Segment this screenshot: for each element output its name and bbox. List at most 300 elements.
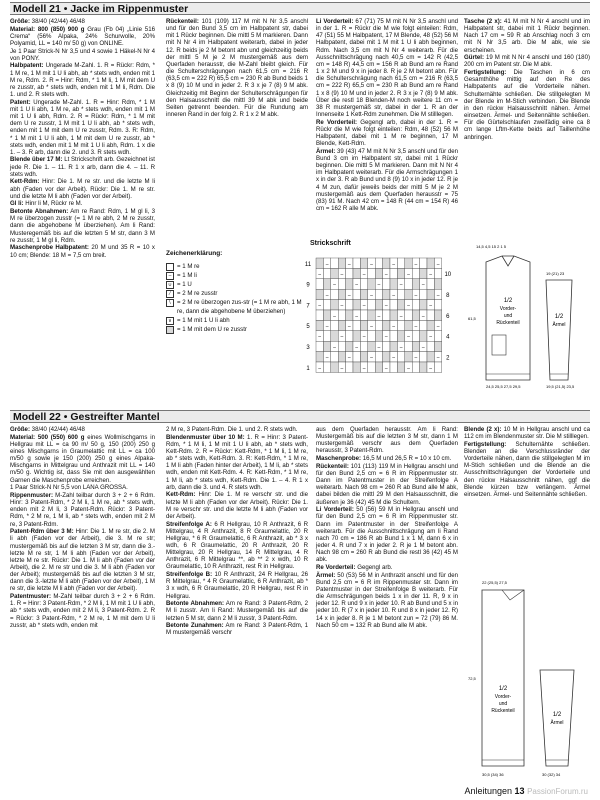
paragraph: Betonte Abnahmen: Am re Rand: 3 Patent-Rdm, 2 M li zusstr. Am li Rand: Mustergemäß bis auf die letzten 5 M str, dann 2 M li zusstr, 3 Patent-Rdm. [166, 600, 308, 622]
paragraph: Betonte Abnahmen: Am re Rand: Rdm, 1 M gl li, 3 M re überzogen zusstr (= 1 M re abh, 2 M re zusstr, dann die abgehobene M überziehen). Am li Rand: Musteregemäß bis auf die letzten 5 M str, dann 3 M re zusstr, 1 M gl li, Rdm. [10, 208, 156, 244]
chart-cell-symbol: – [407, 302, 410, 309]
chart-cell [353, 362, 360, 372]
paragraph-lead: Fertigstellung: [464, 69, 507, 77]
legend-symbol-icon: ∪ [166, 281, 174, 289]
chart-cell-symbol: – [333, 282, 336, 289]
paragraph: Patent: Ungerade M-Zahl. 1. R = Hinr: Rdm, * 1 M mit 1 U li abh, 1 M re, ab * stets wdh, enden mit 1 M mit 1 U li abh, Rdm. 2. R = Rückr: Rdm, * 1 M mit dem U re zusstr, 1 M mit 1 U li abh, ab * stets wdh, enden mit 1 M mit dem U re zusstr, Rdm. 3. R: Rdm, * 1 M mit 1 U li abh, 1 M mit dem U re zusstr, ab * stets wdh, enden mit 1 M mit 1 U li abh, Rdm. 1 x die 1. – 3. R arb, dann die 2. und 3. R stets wdh. [10, 98, 155, 156]
paragraph-lead: Patent: [10, 98, 31, 106]
chart-cell [360, 352, 367, 362]
svg-text:und: und [498, 701, 508, 707]
chart-cell [353, 331, 360, 341]
chart-cell [405, 258, 412, 268]
chart-row-label: 11 [304, 261, 312, 268]
chart-cell [412, 300, 419, 310]
chart-cell [360, 310, 367, 320]
chart-cell [427, 289, 434, 299]
model22-column-1 [10, 426, 155, 629]
chart-cell-symbol: – [421, 313, 425, 320]
paragraph: Re Vorderteil: Gegengl arb. [316, 563, 393, 571]
chart-cell-symbol: – [407, 365, 410, 372]
chart-cell [375, 331, 382, 341]
chart-cell [316, 341, 323, 351]
chart-cell [383, 310, 390, 320]
paragraph-lead: Halbpatent: [10, 62, 44, 70]
svg-text:Rückenteil: Rückenteil [491, 708, 515, 714]
paragraph-lead: Streifenfolge A: [166, 520, 212, 528]
chart-cell [353, 258, 360, 268]
svg-text:24,5 25,5 27,5 29,5: 24,5 25,5 27,5 29,5 [486, 384, 521, 389]
svg-text:und: und [503, 313, 513, 319]
svg-text:22 (25,5) 27,5: 22 (25,5) 27,5 [482, 580, 507, 585]
chart-row-label: 8 [446, 293, 450, 299]
paragraph: Blendenmuster über 10 M: 1. R = Hinr: 3 Patent-Rdm, * 1 M li, 1 M mit 1 U li abh, ab * stets wdh, Kett-Rdm. 2. R = Rückr: Kett-Rdm, * 1 M li, 1 M re, ab * stets wdh, Kett-Rdm. 3. R: Kett-Rdm, * 1 M re, 1 M li abh (Faden hinter der Arbeit), 1 M li, ab * stets wdh, enden mit Kett-Rdm. 4. R: Kett-Rdm, * 1 M re, 1 M li, ab * stets wdh, Kett-Rdm. Die 1. – 4. R 1 x arb, dann die 3. und 4. R stets wdh. [166, 433, 308, 491]
chart-cell [375, 300, 382, 310]
paragraph: Re Vorderteil: Gegengl arb, dabei in der 1. R = Rückr die M wie folgt einteilen: Rdm, 48 (52) 56 M Halbpatent, dabei mit 1 M re beginnen, 17 M Blende, Kett-Rdm. [316, 118, 458, 148]
paragraph: Streifenfolge A: 6 R Hellgrau, 10 R Anthrazit, 6 R Mittelgrau, 4 R Anthrazit, 8 R Graumelattic, 20 R Hellgrau, * 6 R Graumelattic, 6 R Anthrazit, ab * 3 x wdh, 6 R Graumelattic, 20 R Anthrazit, 20 R Mittelgrau, 20 R Hellgrau, 14 R Mittelgrau, 4 R Anthrazit, 6 R Mittelgrau **, ab ** 2 x wdh, 10 R Graumelattic, 10 R Anthrazit, rest R in Hellgrau. [166, 520, 309, 571]
paragraph: Je 1 Paar Strick-N Nr 3,5 und 4 sowie 1 Häkel-N Nr 4 von PONY. [10, 47, 155, 62]
chart-cell-symbol: – [421, 344, 425, 351]
paragraph: Kett-Rdm: Hinr: Die 1. M re str. und die letzte M li abh (Faden vor der Arbeit). Rückr: Die 1. M re str. und die letzte M li abh (Faden vor der Arbeit). [10, 178, 155, 200]
svg-text:19 (21) 23: 19 (21) 23 [546, 271, 565, 276]
paragraph-lead: Gl li: [10, 200, 24, 208]
chart-cell [383, 289, 390, 299]
svg-text:72,5: 72,5 [468, 676, 476, 681]
paragraph-lead: Patent-Rdm über 3 M: [10, 528, 74, 536]
svg-text:61,5: 61,5 [468, 316, 476, 321]
chart-cell [360, 320, 367, 330]
paragraph-lead: Ärmel: [316, 147, 336, 155]
chart-cell [412, 279, 419, 289]
chart-cell [323, 341, 330, 351]
chart-cell-symbol: – [318, 334, 322, 341]
legend-text: = 1 M mit dem U re zusstr [177, 326, 247, 333]
paragraph: Kett-Rdm: Hinr: Die 1. M re verschr str. und die letzte M li abh (Faden vor der Arbeit). Rückr: Die 1. M re verschr str. und die letzte M li abh (Faden vor der Arbeit). [166, 491, 308, 520]
chart-cell [316, 310, 323, 320]
chart-cell-symbol: – [340, 271, 344, 278]
chart-row-label: 6 [446, 313, 450, 320]
paragraph-lead: Patentmuster: [10, 593, 51, 601]
paragraph: Halbpatent: Ungerade M-Zahl. 1. R = Rückr: Rdm, * 1 M re, 1 M mit 1 U li abh, ab * stets wdh, enden mit 1 M re, Rdm. 2. R = Hinr: Rdm, * 1 M li, 1 M mit dem U re zusstr, ab * stets wdh, enden mit 1 M li, Rdm. Die 1. und 2. R stets wdh. [10, 62, 155, 99]
legend-symbol-icon [166, 263, 174, 271]
chart-cell [375, 268, 382, 278]
chart-cell-symbol: – [377, 344, 381, 351]
chart-cell-symbol: – [370, 354, 373, 361]
chart-cell [331, 352, 338, 362]
chart-cell [368, 310, 375, 320]
chart-cell [420, 258, 427, 268]
chart-cell [434, 310, 441, 320]
chart-cell [375, 258, 382, 268]
chart-cell-symbol: – [399, 313, 403, 320]
chart-cell [434, 362, 441, 372]
chart-cell-symbol: – [347, 292, 351, 299]
paragraph-lead: Maschenprobe: [316, 455, 362, 463]
chart-row-label: 3 [306, 345, 310, 351]
chart-cell [390, 341, 397, 351]
model22-header: Modell 22 • Gestreifter Mantel [10, 410, 590, 423]
chart-cell [353, 289, 360, 299]
chart-cell [323, 268, 330, 278]
chart-cell [383, 341, 390, 351]
chart-cell-symbol: – [318, 302, 322, 309]
chart-row-label: 9 [306, 282, 310, 289]
paragraph-lead: Re Vorderteil: [316, 118, 358, 126]
paragraph-lead: Rückenteil: [316, 462, 349, 470]
chart-cell-symbol: – [318, 271, 322, 278]
chart-cell-symbol: – [377, 282, 381, 289]
chart-cell-symbol: – [362, 365, 366, 372]
legend-item [166, 280, 306, 289]
knitting-chart-title: Strickschrift [310, 240, 351, 247]
chart-cell [420, 331, 427, 341]
svg-text:Vorder-: Vorder- [494, 694, 512, 700]
svg-text:30 (32) 34: 30 (32) 34 [542, 772, 561, 777]
vt-label: 1/2 [503, 298, 513, 304]
paragraph: Ärmel: 50 (53) 56 M in Anthrazit anschl und für den Bund 2,5 cm = 6 R im Rippenmuster str. Dann im Patentmuster in der Streifenfolge B weiterarb. Für die Armschrägungen beids 1 x in der 11. R, 9 x in jeder 12. R und 9 x in jeder 10. R ab Bund und 5 x in jeder 10. R (7 x in jeder 10. R und 8 x in jeder 12. R) 14 x in jeder 8. R je 1 M betont zun = 72 (79) 86 M. Nach 50 cm = 132 R ab Bund alle M abk. [316, 571, 458, 629]
chart-cell-symbol: – [370, 323, 373, 330]
chart-cell [353, 320, 360, 330]
svg-text:1/2: 1/2 [554, 314, 564, 320]
chart-cell [375, 289, 382, 299]
chart-cell-symbol: – [436, 261, 440, 268]
chart-cell-symbol: – [436, 354, 440, 361]
paragraph-lead: Li Vorderteil: [316, 506, 354, 514]
chart-cell-symbol: – [355, 313, 359, 320]
chart-cell-symbol: – [318, 365, 322, 372]
model21-schematic [462, 240, 590, 390]
paragraph: Rippenmuster: M-Zahl teilbar durch 3 + 2 + 6 Rdm. Hinr: 3 Patent-Rdm, * 2 M li, 1 M re, ab * stets wdh, enden mit 2 M li, 3 Patent-Rdm. Rückr: 3 Patent-Rdm, * 2 M re, 1 M li, ab * stets wdh, enden mit 2 M re, 3 Patent-Rdm. [10, 491, 155, 528]
symbol-legend [166, 262, 306, 334]
chart-cell [338, 279, 345, 289]
paragraph-lead: Kett-Rdm: [10, 178, 40, 186]
chart-cell [360, 279, 367, 289]
chart-cell [427, 352, 434, 362]
chart-cell [383, 320, 390, 330]
chart-cell [405, 279, 412, 289]
chart-cell [353, 352, 360, 362]
chart-cell-symbol: – [347, 354, 351, 361]
chart-cell [434, 341, 441, 351]
chart-cell-symbol: – [325, 354, 329, 361]
legend-text: = 1 U [177, 281, 192, 288]
paragraph-lead: Größe: [10, 18, 30, 25]
legend-item [166, 298, 306, 316]
page-number: 13 [514, 786, 525, 796]
chart-cell [346, 310, 353, 320]
chart-cell [360, 289, 367, 299]
chart-row-label: 5 [306, 324, 310, 331]
chart-cell [331, 320, 338, 330]
chart-cell-symbol: – [384, 365, 388, 372]
paragraph: Patentmuster: M-Zahl teilbar durch 3 + 2 + 6 Rdm. 1. R = Hinr: 3 Patent-Rdm, * 2 M li, 1 M mit 1 U li abh, ab * stets wdh, enden mit 2 M li, 3 Patent-Rdm. 2. R = Rückr: 3 Patent-Rdm, * 2 M re, 1 M mit dem U li zusstr, ab * stets wdh, enden mit [10, 593, 155, 629]
chart-cell-symbol: – [325, 292, 329, 299]
model22-schematic [462, 570, 590, 780]
chart-cell [323, 331, 330, 341]
page-footer [464, 786, 588, 796]
chart-cell-symbol: – [384, 334, 388, 341]
chart-cell [434, 268, 441, 278]
paragraph-lead: Ärmel: [316, 571, 336, 579]
chart-cell [420, 352, 427, 362]
chart-cell-symbol: – [414, 292, 418, 299]
legend-text: = 1 M li [177, 272, 197, 279]
legend-text: = 1 M re [177, 263, 200, 270]
paragraph: Li Vorderteil: 50 (56) 59 M in Hellgrau anschl und für den Bund 2,5 cm = 6 R im Rippenmuster str. Dann im Patentmuster in der Streifenfolge A weiterarb. Für die Ausschnittschrägung am li Rand nach 70 cm = 186 R ab Bund 1 x 1 M, dann 6 x in jeder 4. R und 7 x in jeder 2. R je 1 M betont abn. Nach 98 cm = 260 R ab Bund die restl 36 (42) 45 M abk. [316, 506, 458, 564]
paragraph: Rückenteil: 101 (113) 119 M in Hellgrau anschl und für den Bund 2,5 cm = 6 R im Rippenmuster str. Dann im Patentmuster in der Streifenfolge A weiterarb. Nach 98 cm = 260 R ab Bund alle M abk, dabei bilden die mittl 29 M den Halsausschnitt, die äußeren je 36 (42) 45 M die Schultern. [316, 462, 458, 506]
chart-cell [375, 320, 382, 330]
chart-cell [397, 268, 404, 278]
svg-text:Ärmel: Ärmel [550, 720, 564, 726]
svg-text:1/2: 1/2 [498, 686, 508, 692]
paragraph: Betonte Zunahmen: Am re Rand: 3 Patent-Rdm, 1 M mustergemäß verschr [166, 622, 308, 637]
chart-cell [338, 320, 345, 330]
paragraph: Ärmel: 39 (43) 47 M mit N Nr 3,5 anschl und für den Bund 3 cm im Halbpatent str, dabei mit 1 Rückr beginnen. Die mittl 5 M markieren. Dann mit N Nr 4 im Halbpatent weiterarb. Für die Armschrägungen 1 x in der 3. R ab Bund und 8 (9) 10 x in jeder 12. R je 4 M zun, dafür jeweils beids der mittl 5 M je 2 M mustergemäß aus dem Querfaden herausstr = 75 (83) 91 M. Nach 42 cm = 148 R (44 cm = 154 R) 46 cm = 162 R alle M abk. [316, 147, 458, 213]
paragraph-lead: Gürtel: [464, 54, 484, 62]
legend-symbol-icon: ∨ [166, 317, 174, 325]
chart-cell-symbol: – [436, 292, 440, 299]
svg-text:Vorder-: Vorder- [499, 306, 517, 312]
chart-cell-symbol: – [340, 302, 344, 309]
paragraph: Größe: 38/40 (42/44) 46/48 [10, 426, 85, 433]
chart-cell [346, 268, 353, 278]
chart-cell [368, 300, 375, 310]
paragraph-lead: Fertigstellung: [464, 440, 507, 448]
paragraph-lead: Betonte Abnahmen: [166, 600, 225, 608]
chart-cell [331, 331, 338, 341]
chart-cell [316, 289, 323, 299]
chart-cell [405, 310, 412, 320]
chart-cell [368, 341, 375, 351]
paragraph-lead: Rückenteil: [166, 18, 199, 25]
chart-cell [390, 310, 397, 320]
chart-row-label: 2 [446, 355, 450, 362]
chart-cell [368, 268, 375, 278]
chart-cell [390, 268, 397, 278]
paragraph-lead: Blende (2 x): [464, 426, 502, 433]
chart-cell [397, 362, 404, 372]
chart-cell [368, 331, 375, 341]
chart-cell-symbol: – [347, 261, 351, 268]
chart-cell-symbol: – [347, 323, 351, 330]
chart-cell [397, 258, 404, 268]
chart-cell-symbol: – [384, 271, 388, 278]
paragraph: Maschenprobe: 16,5 M und 26,5 R = 10 x 10 cm. [316, 455, 452, 463]
chart-cell [390, 279, 397, 289]
chart-cell [323, 310, 330, 320]
chart-cell-symbol: – [421, 282, 425, 289]
legend-symbol-icon: \ [166, 299, 174, 307]
chart-cell-symbol: – [325, 261, 329, 268]
chart-cell [323, 279, 330, 289]
model21-column-1 [10, 18, 155, 259]
paragraph: 2 M re, 3 Patent-Rdm. Die 1. und 2. R stets wdh. [166, 426, 298, 433]
paragraph: Material: 800 (850) 900 g Grau (Fb 04) „Linie 516 Crema“ (56% Alpaka, 24% Schurwolle, 20% Polyamid, LL = 140 m/ 50 g) von ONLINE. [10, 25, 155, 47]
chart-cell [360, 258, 367, 268]
chart-cell [420, 268, 427, 278]
paragraph: Streifenfolge B: 10 R Anthrazit, 24 R Hellgrau, 26 R Mittelgrau, * 4 R Graumelattic, 6 R Anthrazit, ab * 3 x wdh, 6 R Graumelattic, 20 R Hellgrau, rest R in Hellgrau. [166, 571, 309, 600]
chart-cell [368, 279, 375, 289]
svg-text:30,5 (34) 36: 30,5 (34) 36 [482, 772, 504, 777]
paragraph: Material: 500 (550) 600 g eines Wollmischgarns in Hellgrau mit LL = ca 90 m/ 50 g, 150 (200) 250 g eines Mischgarns in Graumelattic mit LL = ca 100 m/50 g sowie je 150 (200) 250 g eines Alpaka-Mischgarns in Mittelgrau und Anthrazit mit LL = 140 m/50 g. Wichtig ist, dass Sie mit den ausgewählten Garnen die Maschenprobe erreichen. [10, 433, 155, 484]
legend-item [166, 289, 306, 298]
paragraph-lead: Größe: [10, 426, 30, 433]
chart-row-label: 10 [444, 272, 452, 279]
chart-cell [323, 300, 330, 310]
paragraph-lead: Betonte Abnahmen: [10, 208, 69, 216]
chart-cell [346, 362, 353, 372]
chart-cell-symbol: – [429, 302, 433, 309]
chart-cell [368, 362, 375, 372]
paragraph: Tasche (2 x): 41 M mit N Nr 4 anschl und im Halbpatent str, dabei mit 1 Rückr beginnen. Nach 17 cm = 59 R ab Anschlag noch 3 cm mit N Nr 3,5 arb. Die M abk, wie sie erscheinen. [464, 18, 590, 54]
chart-cell [434, 331, 441, 341]
chart-cell [323, 362, 330, 372]
chart-cell [353, 300, 360, 310]
chart-cell [420, 289, 427, 299]
legend-item [166, 262, 306, 271]
paragraph: Maschenprobe Halbpatent: 20 M und 35 R = 10 x 10 cm; Blende: 18 M = 7,5 cm breit. [10, 244, 155, 259]
chart-cell-symbol: – [355, 282, 359, 289]
chart-cell-symbol: – [407, 271, 410, 278]
chart-cell [383, 258, 390, 268]
legend-symbol-icon [166, 326, 174, 334]
chart-cell [397, 320, 404, 330]
chart-cell-symbol: – [340, 334, 344, 341]
model21-header: Modell 21 • Jacke im Rippenmuster [10, 2, 590, 15]
chart-cell [390, 300, 397, 310]
chart-cell [316, 352, 323, 362]
chart-row-label: 1 [306, 365, 310, 372]
chart-cell [390, 362, 397, 372]
chart-cell-symbol: – [377, 313, 381, 320]
chart-cell-symbol: – [370, 261, 373, 268]
paragraph: aus dem Querfaden herausstr. Am li Rand: Mustergemäß bis auf die letzten 3 M str, dann 1 M mustergemäß verschr aus dem Querfaden herausstr, 3 Patent-Rdm. [316, 426, 458, 455]
chart-cell-symbol: – [429, 334, 433, 341]
chart-cell-symbol: – [384, 302, 388, 309]
chart-cell-symbol: – [392, 292, 396, 299]
chart-cell [405, 320, 412, 330]
svg-text:14,5 4,5 15 2 1 5: 14,5 4,5 15 2 1 5 [476, 244, 507, 249]
chart-cell [434, 300, 441, 310]
chart-cell-symbol: – [407, 334, 410, 341]
paragraph: Blende über 17 M: Lt Strickschrift arb. Gezeichnet ist jede R. Die 1. – 11. R 1 x arb, dann die 4. – 11. R stets wdh. [10, 156, 155, 178]
chart-cell [331, 268, 338, 278]
paragraph: Rückenteil: 101 (109) 117 M mit N Nr 3,5 anschl und für den Bund 3,5 cm im Halbpatent str, dabei mit 1 Rückr beginnen. Die mittl 5 M markieren. Dann mit N Nr 4 im Halbpatent weiterarb, dabei in jeder 12. R beids je 2 M betont abn und gleichzeitig beids der mittl 5 M je 2 M mustergemäß aus dem Querfaden herausstr, die M-Zahl bleibt gleich. Für die Schulterschrägungen nach 61,5 cm = 216 R (63,5 cm = 222 R) 65,5 cm = 230 R ab Bund beids 1 x 8 (9) 10 M und in jeder 2. R 3 x je 7 (8) 9 M abk. Gleichzeitig mit Beginn der Schulterschrägungen für den Halsausschnitt die mittl 39 M abk und beide Seiten getrennt beenden. Für die Rundung am inneren Rand in der folg 2. R 1 x 2 M abk. [166, 18, 308, 119]
chart-cell [427, 279, 434, 289]
chart-cell-symbol: – [429, 271, 433, 278]
chart-cell [375, 362, 382, 372]
chart-cell [346, 300, 353, 310]
chart-cell-symbol: – [355, 344, 359, 351]
chart-cell [412, 362, 419, 372]
chart-cell-symbol: – [325, 323, 329, 330]
chart-cell [412, 310, 419, 320]
paragraph: Gl li: Hinr li M, Rückr re M. [10, 200, 83, 208]
chart-cell [331, 300, 338, 310]
chart-cell [360, 341, 367, 351]
model21-column-2 [166, 18, 308, 119]
chart-cell-symbol: – [392, 354, 396, 361]
chart-cell-symbol: – [340, 365, 344, 372]
legend-item [166, 271, 306, 280]
svg-text:Rückenteil: Rückenteil [496, 320, 520, 326]
chart-cell [316, 279, 323, 289]
chart-cell [316, 258, 323, 268]
paragraph-lead: Maschenprobe Halbpatent: [10, 244, 89, 252]
chart-cell-symbol: – [362, 271, 366, 278]
chart-cell-symbol: – [362, 302, 366, 309]
chart-cell [383, 352, 390, 362]
chart-cell [331, 289, 338, 299]
chart-cell [427, 310, 434, 320]
chart-cell [434, 279, 441, 289]
chart-cell [405, 289, 412, 299]
svg-text:1/2: 1/2 [552, 712, 562, 718]
paragraph-lead: Tasche (2 x): [464, 18, 502, 25]
paragraph-lead: Li Vorderteil: [316, 18, 354, 25]
model22-column-4 [464, 426, 590, 499]
chart-cell [390, 331, 397, 341]
chart-cell [405, 341, 412, 351]
chart-cell [427, 258, 434, 268]
chart-cell [397, 352, 404, 362]
chart-cell-symbol: – [370, 292, 373, 299]
paragraph: Patent-Rdm über 3 M: Hinr: Die 1. M re str, die 2. M li abh (Faden vor der Arbeit), die 3. M re str; mustergemäß bis auf die letzten 3 M str, dann die 3.-letzte M re str, 1 M li abh (Faden vor der Arbeit), letzte M re str. Rückr: Die 1. M li abh (Faden vor der Arbeit), die 2. M re str und die 3. M li abh (Faden vor der Arbeit); mustergemäß bis auf die letzten 3 M str, dann die 3.-letzte M li abh (Faden vor der Arbeit), 1 M re str, die letzte M li abh (Faden vor der Arbeit). [10, 528, 155, 593]
chart-cell-symbol: – [399, 344, 403, 351]
paragraph: Gürtel: 19 M mit N Nr 4 anschl und 160 (180) 200 cm im Patent str. Die M abk. [464, 54, 590, 69]
chart-cell [316, 320, 323, 330]
chart-cell-symbol: – [436, 323, 440, 330]
chart-cell [375, 352, 382, 362]
footer-label: Anleitungen [464, 786, 513, 796]
svg-text:Ärmel: Ärmel [552, 322, 566, 328]
chart-cell [412, 341, 419, 351]
chart-cell-symbol: – [362, 334, 366, 341]
chart-cell [338, 258, 345, 268]
paragraph-lead: Blende über 17 M: [10, 156, 63, 164]
legend-text: = 2 M re zusstr [177, 290, 218, 297]
chart-cell [338, 310, 345, 320]
chart-cell-symbol: – [414, 323, 418, 330]
paragraph-lead: Material: 800 (850) 900 g [10, 25, 85, 33]
chart-row-label: 7 [306, 303, 310, 310]
chart-cell [412, 268, 419, 278]
legend-item [166, 316, 306, 325]
chart-cell [353, 268, 360, 278]
chart-row-label: 4 [446, 334, 450, 341]
chart-cell-symbol: – [414, 261, 418, 268]
model21-column-3 [316, 18, 458, 213]
chart-cell [346, 331, 353, 341]
legend-symbol-icon: ⁄ [166, 290, 174, 298]
knitting-chart [300, 250, 465, 385]
legend-item [166, 325, 306, 334]
chart-cell [338, 289, 345, 299]
chart-cell [397, 300, 404, 310]
chart-cell [346, 341, 353, 351]
paragraph: Fertigstellung: Schulternähte schließen. Blenden an die Verschlussränder der Vorderteile nähen, dann die stillgelegten M im M-Stich schließen und die Blende an die Ausschnittschrägungen der Vorderteile und den rückw Halsausschnitt nähen, ggf die Blende kürzen bzw verlängern. Ärmel einsetzen. Ärmel- und Seitennähte schließen. [464, 440, 590, 498]
watermark: PassionForum.ru [527, 787, 588, 796]
model21-column-4 [464, 18, 590, 141]
chart-cell [383, 279, 390, 289]
chart-cell [412, 331, 419, 341]
model22-column-3 [316, 426, 458, 629]
chart-cell [405, 352, 412, 362]
chart-cell [346, 279, 353, 289]
paragraph-lead: Streifenfolge B: [166, 571, 213, 579]
chart-cell [338, 352, 345, 362]
paragraph: Fertigstellung: Die Taschen in 6 cm Gesamthöhe mittig auf den Re des Halbpatents auf die Vorderteile nähen. Schulternähte schließen. Die stillgelegten M der Blende im M-Stich verbinden. Die Blende in den rückw Halsausschnitt nähen. Ärmel einsetzen. Ärmel- und Seitennähte schließen. Für die Gürtelschlaufen zweifädig eine ca 8 cm lange Lftm-Kette beids auf Taillenhöhe anbringen. [464, 69, 590, 141]
chart-cell [397, 331, 404, 341]
